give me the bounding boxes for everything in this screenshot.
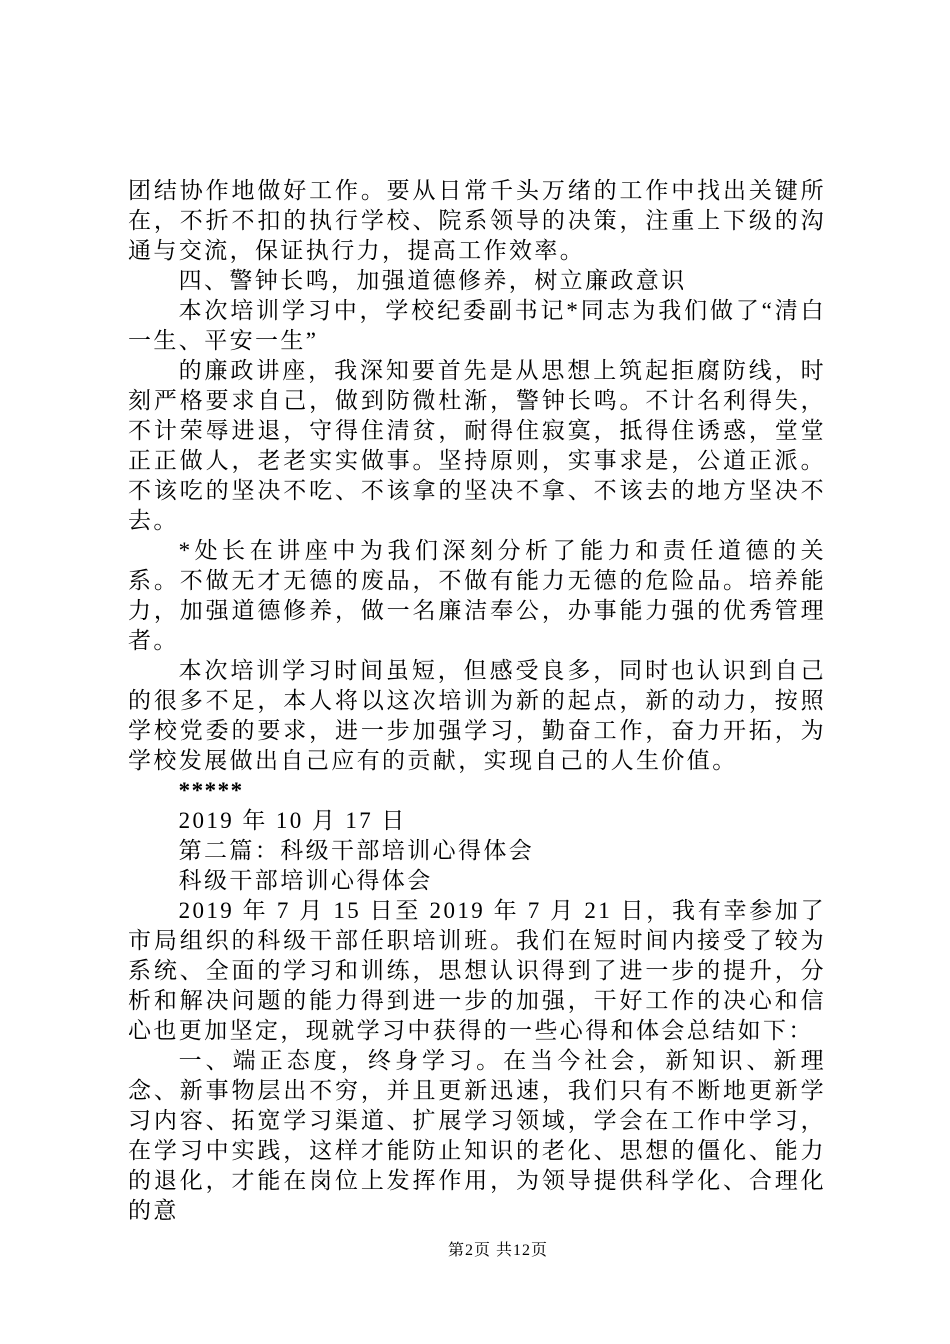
paragraph: 2019 年 7 月 15 日至 2019 年 7 月 21 日，我有幸参加了市局组织的科级干部任职培训班。我们在短时间内接受了较为系统、全面的学习和训练，思想认识得到了进一步的提升，分析和解决问题的能力得到进一步的加强，干好工作的决心和信心也更加坚定，现就学习中获得的一些心得和体会总结如下：: [128, 898, 826, 1043]
paragraph: *****: [178, 778, 244, 803]
paragraph: 2019 年 10 月 17 日: [178, 808, 407, 833]
paragraph: 本次培训学习时间虽短，但感受良多，同时也认识到自己的很多不足，本人将以这次培训为新的起点，新的动力，按照学校党委的要求，进一步加强学习，勤奋工作，奋力开拓，为学校发展做出自己应有的贡献，实现自己的人生价值。: [128, 658, 826, 773]
paragraph: 的廉政讲座，我深知要首先是从思想上筑起拒腐防线，时刻严格要求自己，做到防微杜渐，警钟长鸣。不计名利得失，不计荣辱进退，守得住清贫，耐得住寂寞，抵得住诱惑，堂堂正正做人，老老实实做事。坚持原则，实事求是，公道正派。不该吃的坚决不吃、不该拿的坚决不拿、不该去的地方坚决不去。: [128, 358, 826, 533]
paragraph: 本次培训学习中，学校纪委副书记*同志为我们做了“清白一生、平安一生”: [128, 298, 826, 353]
page-number: 第2页 共12页: [447, 1242, 548, 1259]
paragraph: 四、警钟长鸣，加强道德修养，树立廉政意识: [178, 268, 687, 293]
page-footer: [0, 1238, 950, 1264]
paragraph: 科级干部培训心得体会: [178, 868, 433, 893]
paragraph: 团结协作地做好工作。要从日常千头万绪的工作中找出关键所在，不折不扣的执行学校、院系领导的决策，注重上下级的沟通与交流，保证执行力，提高工作效率。: [128, 178, 826, 263]
document-body: [128, 176, 826, 1226]
paragraph: 第二篇：科级干部培训心得体会: [178, 838, 535, 863]
paragraph: *处长在讲座中为我们深刻分析了能力和责任道德的关系。不做无才无德的废品，不做有能力无德的危险品。培养能力，加强道德修养，做一名廉洁奉公，办事能力强的优秀管理者。: [128, 538, 826, 653]
paragraph: 一、端正态度，终身学习。在当今社会，新知识、新理念、新事物层出不穷，并且更新迅速，我们只有不断地更新学习内容、拓宽学习渠道、扩展学习领域，学会在工作中学习，在学习中实践，这样才能防止知识的老化、思想的僵化、能力的退化，才能在岗位上发挥作用，为领导提供科学化、合理化的意: [128, 1048, 826, 1223]
